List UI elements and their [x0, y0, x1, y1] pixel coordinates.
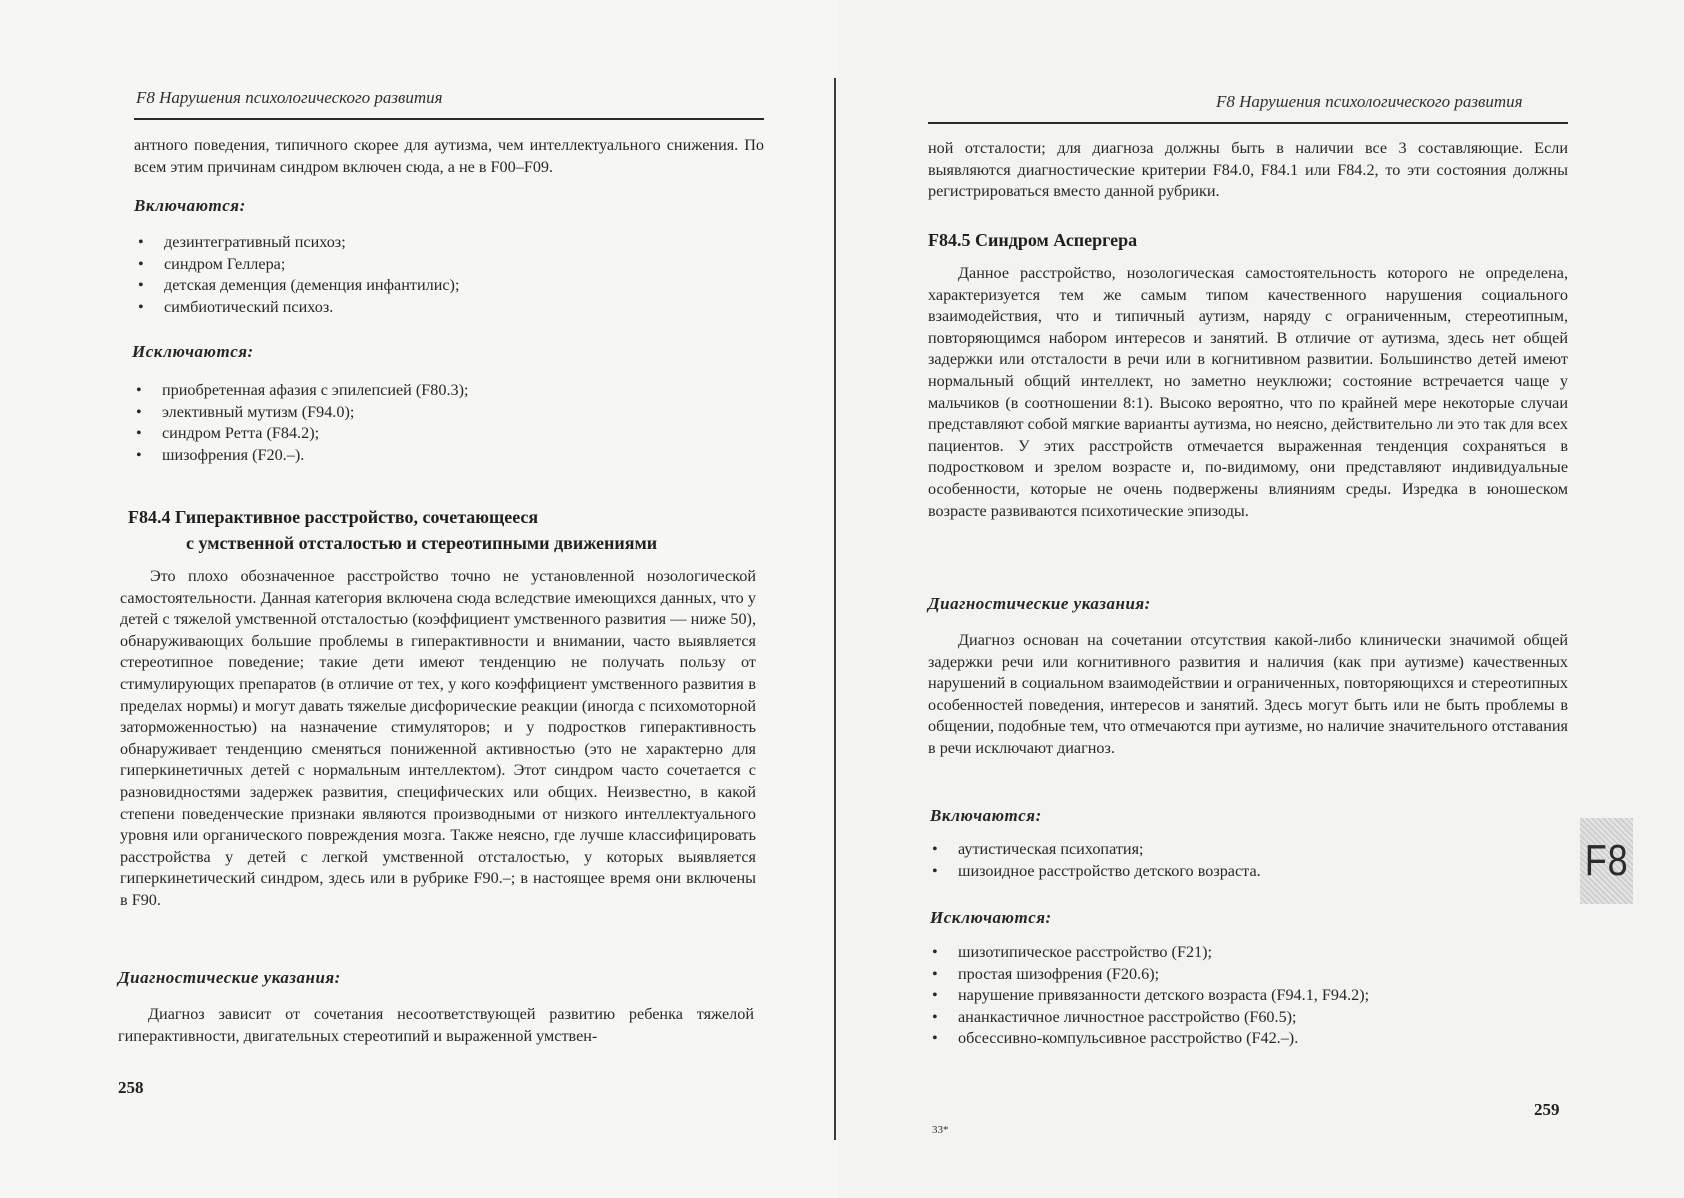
continuation-text-left: [134, 135, 764, 178]
excluded-list-right: [930, 942, 1369, 1050]
running-head-left: F8 Нарушения психологического развития: [136, 88, 443, 107]
diag-body-left: [118, 1004, 754, 1047]
list-item: • синдром Ретта (F84.2);: [134, 423, 468, 445]
signature-mark: 33*: [932, 1124, 949, 1136]
list-item: • простая шизофрения (F20.6);: [930, 964, 1369, 986]
section-body-paragraph: Данное расстройство, нозологическая самостоятельность которого не определена, характеризуется тем же самым типом качественного нарушения социального взаимодействия, что и типичный аутизм, наряду с ограниченным, стереотипным, повторяющимся набором интересов и занятий. В отличие от аутизма, здесь нет общей задержки или отсталости в речи или в когнитивном развитии. Большинство детей имеют нормальный общий интеллект, но заметно неуклюжи; состояние встречается чаще у мальчиков (в соотношении 8:1). Высоко вероятно, что по крайней мере некоторые случаи представляют собой мягкие варианты аутизма, но неясно, действительно ли это так для всех пациентов. У этих расстройств отмечается выраженная тенденция сохраняться в подростковом и зрелом возрасте и, по-видимому, они представляют индивидуальные особенности, которые не очень подвержены влияниям среды. Изредка в юношеском возрасте развиваются психотические эпизоды.: [928, 264, 1568, 520]
excluded-label-left: Исключаются:: [132, 342, 254, 361]
section-body-paragraph: Это плохо обозначенное расстройство точно не установленной нозологической самостоятельности. Данная категория включена сюда вследствие имеющихся данных, что у детей с тяжелой умственной отсталостью (коэффициент умственного развития — ниже 50), обнаруживающих большие проблемы в гиперактивности и внимании, часто выявляется стереотипное поведение; такие дети имеют тенденцию не получать пользу от стимулирующих препаратов (в отличие от тех, у кого коэффициент умственного развития в пределах нормы) и могут давать тяжелые дисфорические реакции (иногда с психомоторной заторможенностью) на назначение стимуляторов; и у подростков гиперактивность обнаруживает тенденцию сменяться пониженной активностью (это не характерно для гиперкинетичных детей с нормальным интеллектом). Этот синдром часто сочетается с разновидностями задержек развития, специфических или общих. Неизвестно, в какой степени поведенческие признаки являются производными от низкого интеллектуального уровня или органического повреждения мозга. Также неясно, где лучше классифицировать расстройства у детей с легкой умственной отсталостью, у которых выявляется гиперкинетический синдром, здесь или в рубрике F90.–; в настоящее время они включены в F90.: [120, 567, 756, 909]
list-item: • детская деменция (деменция инфантилис);: [136, 275, 459, 297]
diag-body-right: [928, 630, 1568, 760]
included-list-right: [930, 839, 1261, 882]
continuation-paragraph: ной отсталости; для диагноза должны быть в наличии все 3 составляющие. Если выявляются диагностические критерии F84.0, F84.1 или F84.2, то эти состояния должны регистрироваться вместо данной рубрики.: [928, 139, 1568, 201]
section-heading-f84-4-line1: F84.4 Гиперактивное расстройство, сочетающееся: [128, 507, 539, 527]
chapter-thumb-tab: [1580, 818, 1633, 904]
list-item: • приобретенная афазия с эпилепсией (F80.3);: [134, 380, 468, 402]
book-spine-line: [834, 78, 836, 1140]
running-head-right: F8 Нарушения психологического развития: [1216, 92, 1523, 111]
included-label-left: Включаются:: [134, 196, 246, 215]
right-page: [838, 0, 1684, 1198]
list-item: • обсессивно-компульсивное расстройство (F42.–).: [930, 1028, 1369, 1050]
list-item: • синдром Геллера;: [136, 254, 459, 276]
diag-label-left: Диагностические указания:: [118, 968, 341, 987]
diag-body-paragraph: Диагноз основан на сочетании отсутствия какой-либо клинически значимой общей задержки речи или когнитивного развития и наличия (как при аутизме) качественных нарушений в социальном взаимодействии и ограниченных, повторяющихся и стереотипных особенностей поведения, интересов и занятий. Здесь могут быть или не быть проблемы в общении, подобные тем, что отмечаются при аутизме, но наличие значительного отставания в речи исключают диагноз.: [928, 631, 1568, 757]
continuation-paragraph: антного поведения, типичного скорее для аутизма, чем интеллектуального снижения. По всем этим причинам синдром включен сюда, а не в F00–F09.: [134, 136, 764, 176]
list-item: • дезинтегративный психоз;: [136, 232, 459, 254]
continuation-text-right: [928, 138, 1568, 203]
included-list-left: [136, 232, 459, 318]
chapter-tab-label: F8: [1584, 836, 1629, 885]
list-item: • шизотипическое расстройство (F21);: [930, 942, 1369, 964]
page-number-right: 259: [1534, 1100, 1560, 1119]
list-item: • симбиотический психоз.: [136, 297, 459, 319]
list-item: • элективный мутизм (F94.0);: [134, 402, 468, 424]
excluded-label-right: Исключаются:: [930, 908, 1052, 927]
list-item: • аутистическая психопатия;: [930, 839, 1261, 861]
header-rule-left: [134, 118, 764, 120]
list-item: • ананкастичное личностное расстройство (F60.5);: [930, 1007, 1369, 1029]
list-item: • шизоидное расстройство детского возраста.: [930, 861, 1261, 883]
diag-label-right: Диагностические указания:: [928, 594, 1151, 613]
page-number-left: 258: [118, 1078, 144, 1097]
section-heading-f84-5: F84.5 Синдром Аспергера: [928, 230, 1138, 250]
section-heading-f84-4-line2: с умственной отсталостью и стереотипными движениями: [186, 533, 658, 553]
excluded-list-left: [134, 380, 468, 466]
left-page: [0, 0, 838, 1198]
section-body-right: [928, 263, 1568, 522]
header-rule-right: [928, 122, 1568, 124]
included-label-right: Включаются:: [930, 806, 1042, 825]
list-item: • нарушение привязанности детского возраста (F94.1, F94.2);: [930, 985, 1369, 1007]
section-body-left: [120, 566, 756, 912]
diag-body-paragraph: Диагноз зависит от сочетания несоответствующей развитию ребенка тяжелой гиперактивности, двигательных стереотипий и выраженной умствен-: [118, 1005, 754, 1045]
list-item: • шизофрения (F20.–).: [134, 445, 468, 467]
